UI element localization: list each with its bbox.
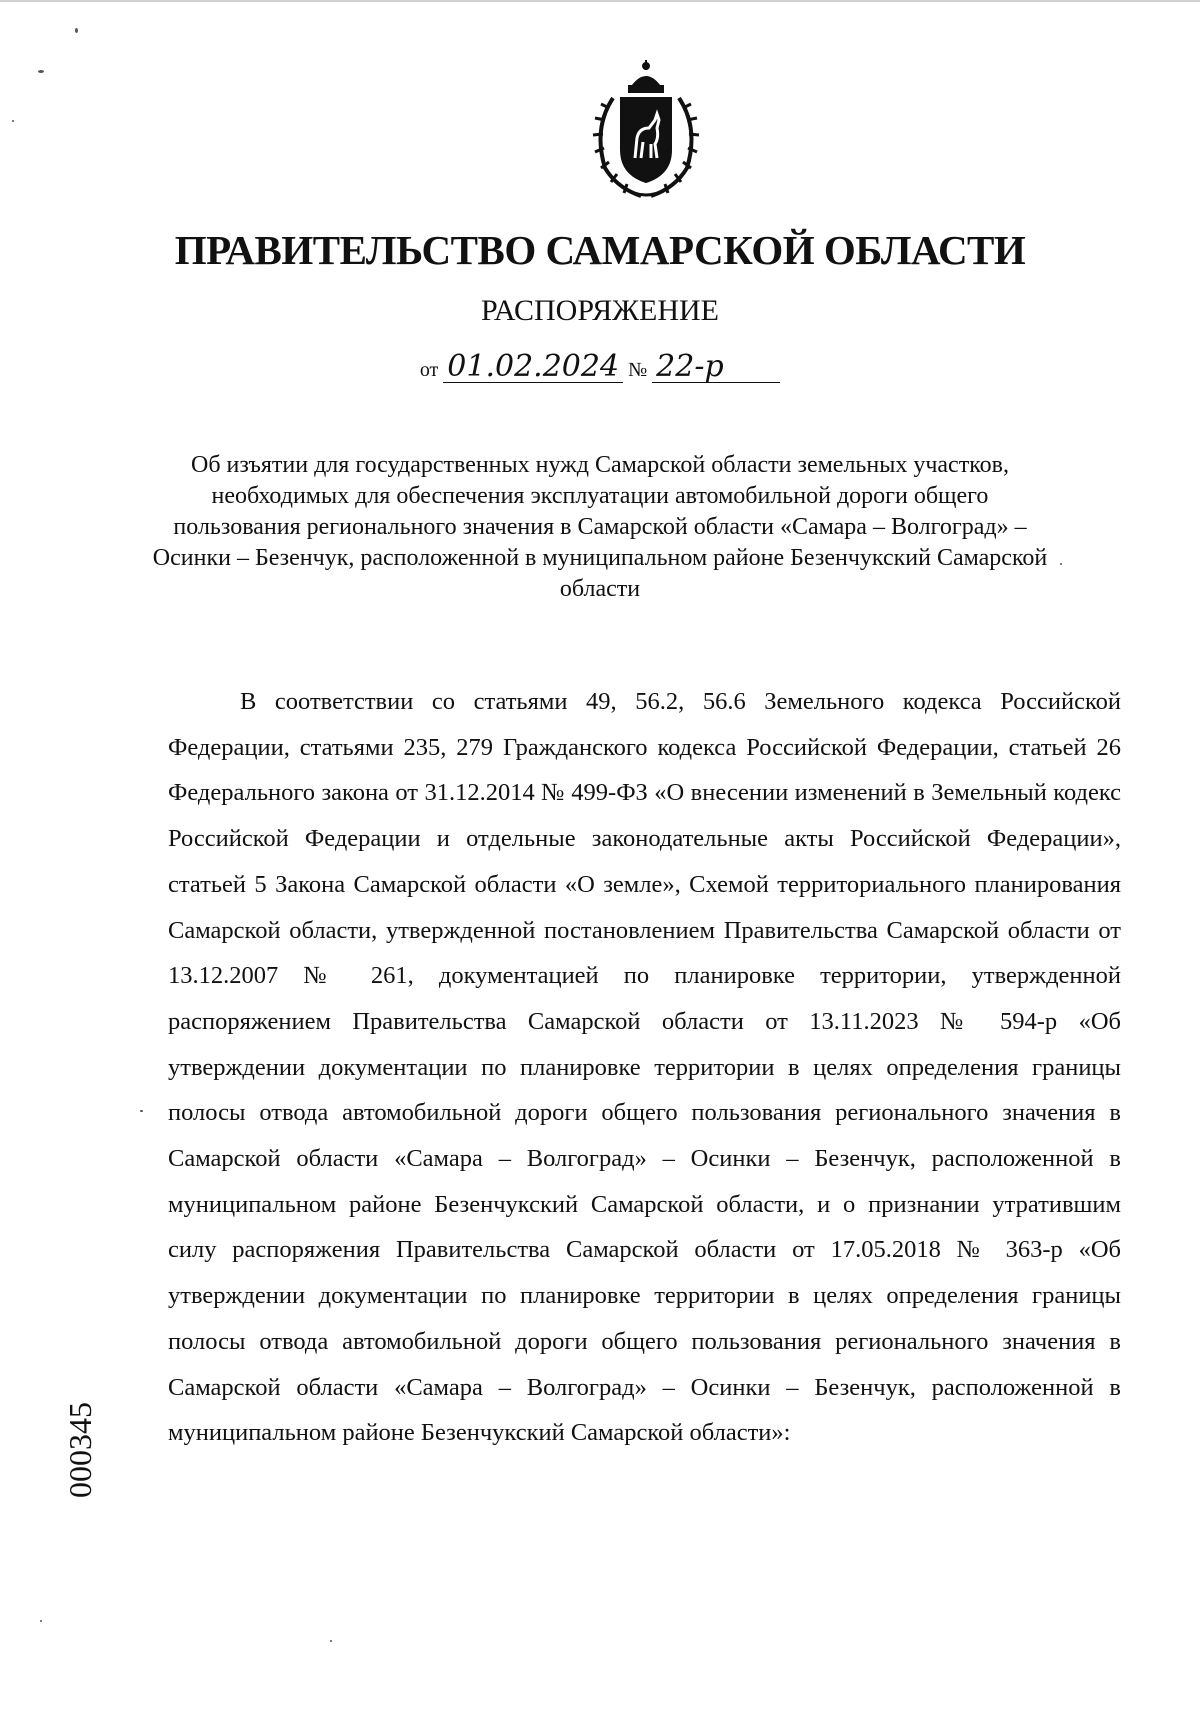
scan-speck [12,120,14,122]
date-prefix: от [419,359,439,381]
document-subject: Об изъятии для государственных нужд Самарской области земельных участков, необходимых для обеспечения эксплуатации автомобильной дороги общего пользования регионального значения в Самарской области «Самара – Волгоград» – Осинки – Безенчук, расположенной в муниципальном районе Безенчукский Самарской области [152,452,1048,602]
date-number-line [0,349,1200,384]
samara-coat-of-arms-icon [583,58,709,202]
handwritten-date: 01.02.2024 [443,352,623,383]
handwritten-number: 22-р [652,352,780,383]
side-stamp-number: 000345 [62,1402,98,1498]
organization-title: ПРАВИТЕЛЬСТВО САМАРСКОЙ ОБЛАСТИ [174,227,1026,273]
scan-speck [38,70,44,73]
scan-speck [330,1640,332,1642]
scan-speck [75,28,78,33]
scan-top-edge [0,0,1200,2]
body-paragraph: В соответствии со статьями 49, 56.2, 56.6 Земельного кодекса Российской Федерации, статьями 235, 279 Гражданского кодекса Российской Федерации, статьей 26 Федерального закона от 31.12.2014 № 499-ФЗ «О внесении изменений в Земельный кодекс Российской Федерации и отдельные законодательные акты Российской Федерации», статьей 5 Закона Самарской области «О земле», Схемой территориального планирования Самарской области, утвержденной постановлением Правительства Самарской области от 13.12.2007 № 261, документацией по планировке территории, утвержденной распоряжением Правительства Самарской области от 13.11.2023 № 594-р «Об утверждении документации по планировке территории в целях определения границы полосы отвода автомобильной дороги общего пользования регионального значения в Самарской области «Самара – Волгоград» – Осинки – Безенчук, расположенной в муниципальном районе Безенчукский Самарской области, и о признании утратившим силу распоряжения Правительства Самарской области от 17.05.2018 № 363-р «Об утверждении документации по планировке территории в целях определения границы полосы отвода автомобильной дороги общего пользования регионального значения в Самарской области «Самара – Волгоград» – Осинки – Безенчук, расположенной в муниципальном районе Безенчукский Самарской области»: [168,688,1121,1447]
scan-speck [140,1110,143,1112]
scan-speck [1060,563,1062,565]
number-prefix: № [628,359,648,381]
document-type: РАСПОРЯЖЕНИЕ [480,294,720,327]
scan-speck [40,1620,42,1622]
